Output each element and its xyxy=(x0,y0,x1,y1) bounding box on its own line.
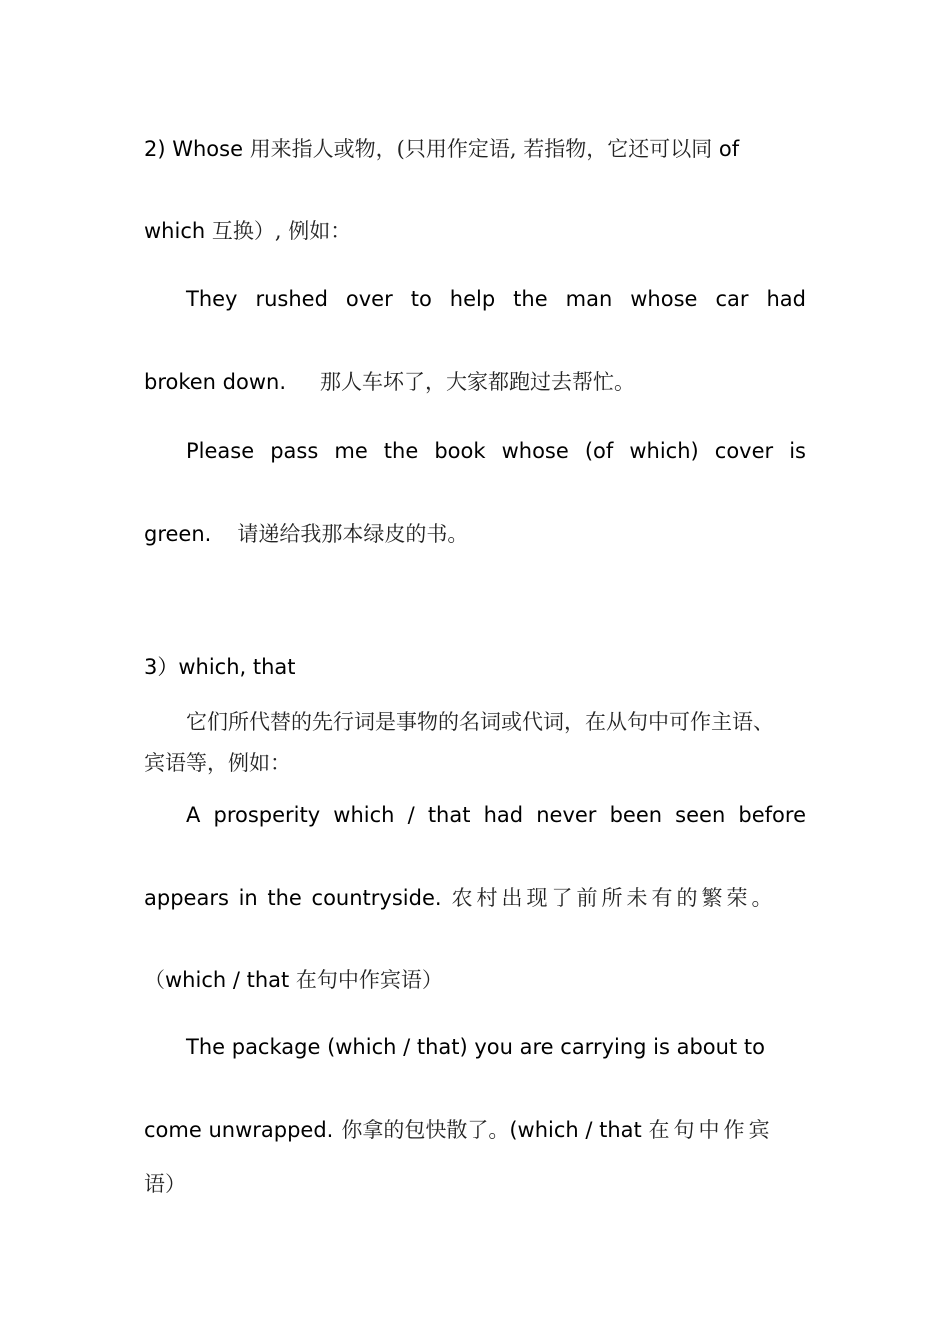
text-zh: 请递给我那本绿皮的书。 xyxy=(237,522,469,546)
text-zh: 农村出现了前所未有的繁荣。 xyxy=(451,886,777,910)
text-en: 2) Whose xyxy=(144,137,250,161)
which-that-desc-line-2 xyxy=(144,749,806,777)
example-1-line-1 xyxy=(144,285,806,313)
text-zh: 你拿的包快散了。 xyxy=(341,1118,510,1142)
which-that-desc-line-1 xyxy=(144,708,886,736)
text-zh: 语） xyxy=(144,1172,186,1196)
example-1-line-2 xyxy=(144,368,806,396)
which-that-heading xyxy=(144,653,806,681)
text-zh: （ xyxy=(144,968,165,992)
text-zh: 互换）, 例如： xyxy=(211,219,352,243)
example-3-line-1 xyxy=(144,801,806,829)
example-4-line-1 xyxy=(144,1033,806,1061)
text-zh: 在句中作宾 xyxy=(648,1118,774,1142)
text-zh: 宾语等，例如： xyxy=(144,751,291,775)
text-zh: 它们所代替的先行词是事物的名词或代词，在从句中可作主语、 xyxy=(186,710,774,734)
text-en: The package (which / that) you are carrying is about to xyxy=(186,1035,765,1059)
text-en: Please pass me the book whose (of which) cover is xyxy=(186,439,806,463)
text-en: green. xyxy=(144,522,212,546)
text-en: of xyxy=(718,137,740,161)
example-3-line-3 xyxy=(144,966,806,994)
text-en: which xyxy=(144,219,212,243)
text-en: They rushed over to help the man whose car had xyxy=(186,287,806,311)
example-4-line-2 xyxy=(144,1116,806,1144)
text-en: broken down. xyxy=(144,370,287,394)
example-2-line-2 xyxy=(144,520,806,548)
example-4-line-3 xyxy=(144,1170,806,1198)
example-3-line-2 xyxy=(144,884,806,912)
text-en: come unwrapped. xyxy=(144,1118,334,1142)
text-zh: 在句中作宾语） xyxy=(295,968,443,992)
text-zh: 那人车坏了，大家都跑过去帮忙。 xyxy=(320,370,636,394)
text-zh: 用来指人或物，(只用作定语, 若指物，它还可以同 xyxy=(249,137,719,161)
text-en: which / that xyxy=(165,968,296,992)
whose-heading-line-2 xyxy=(144,217,806,245)
text-en: 3）which, that xyxy=(144,655,296,679)
text-en: appears in the countryside. xyxy=(144,886,442,910)
text-en: (which / that xyxy=(509,1118,649,1142)
whose-heading-line-1 xyxy=(144,135,806,163)
text-en: A prosperity which / that had never been seen before xyxy=(186,803,806,827)
example-2-line-1 xyxy=(144,437,806,465)
